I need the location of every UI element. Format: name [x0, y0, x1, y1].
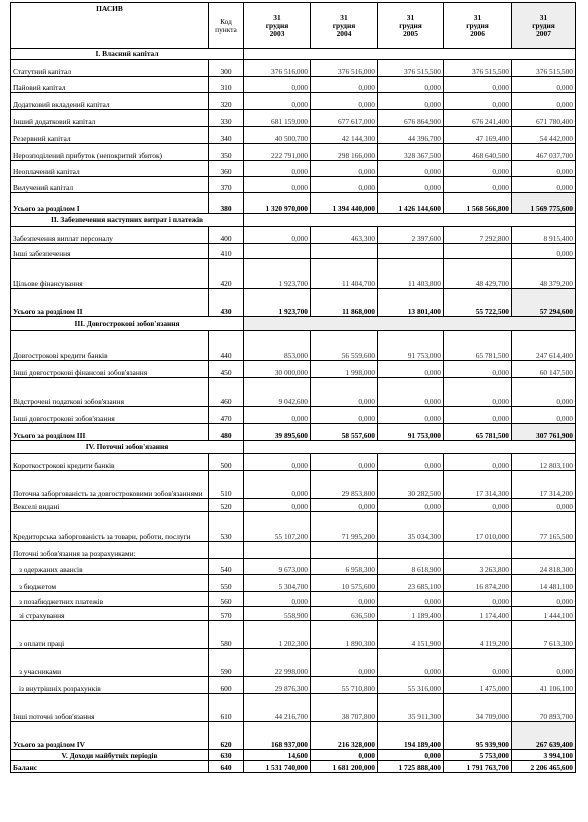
value-cell: 0,000: [311, 378, 378, 407]
value-cell: 0,000: [378, 361, 444, 378]
value-cell: 636,500: [311, 607, 378, 621]
value-cell: 376 515,500: [512, 60, 576, 77]
value-cell: 8 915,400: [512, 227, 576, 244]
value-cell: 307 761,900: [512, 424, 576, 441]
value-cell: 1 189,400: [378, 607, 444, 621]
value-cell: [444, 542, 512, 559]
section-spacer: [244, 49, 576, 60]
value-cell: 467 037,700: [512, 144, 576, 161]
value-cell: 0,000: [444, 378, 512, 407]
value-cell: 376 515,500: [444, 60, 512, 77]
value-cell: 0,000: [512, 592, 576, 607]
row-label: Неоплачений капітал: [11, 161, 209, 177]
row-code: 340: [209, 127, 244, 144]
value-cell: 14 481,100: [512, 575, 576, 592]
value-cell: 9 673,000: [244, 559, 311, 575]
row-code: 360: [209, 161, 244, 177]
table-body: [11, 49, 576, 773]
total-row: [11, 289, 576, 317]
row-code: 320: [209, 93, 244, 110]
value-cell: 328 367,500: [378, 144, 444, 161]
row-code: 570: [209, 607, 244, 621]
value-cell: 95 939,900: [444, 722, 512, 750]
total-row: [11, 761, 576, 773]
row-code: 420: [209, 259, 244, 289]
row-code: 410: [209, 244, 244, 259]
value-cell: 65 781,500: [444, 331, 512, 361]
table-row: [11, 542, 576, 559]
section-title: IV. Поточні зобов'язання: [11, 441, 244, 454]
value-cell: 35 911,300: [378, 694, 444, 722]
value-cell: 17 314,300: [444, 471, 512, 499]
value-cell: 2 397,600: [378, 227, 444, 244]
value-cell: 44 216,700: [244, 694, 311, 722]
value-cell: 24 818,300: [512, 559, 576, 575]
value-cell: 77 165,500: [512, 512, 576, 542]
value-cell: 0,000: [378, 93, 444, 110]
table-row: [11, 677, 576, 694]
row-label: Інші довгострокові зобов'язання: [11, 407, 209, 424]
value-cell: 16 874,200: [444, 575, 512, 592]
row-label: Інший додатковий капітал: [11, 110, 209, 127]
value-cell: 0,000: [378, 177, 444, 193]
value-cell: 376 516,000: [311, 60, 378, 77]
value-cell: 55 316,000: [378, 677, 444, 694]
table-row: [11, 361, 576, 378]
value-cell: 671 780,400: [512, 110, 576, 127]
value-cell: 38 707,800: [311, 694, 378, 722]
value-cell: 29 853,800: [311, 471, 378, 499]
value-cell: 0,000: [444, 361, 512, 378]
value-cell: 0,000: [378, 750, 444, 761]
value-cell: 0,000: [311, 649, 378, 677]
value-cell: 0,000: [444, 93, 512, 110]
value-cell: 0,000: [244, 77, 311, 93]
value-cell: 56 559,600: [311, 331, 378, 361]
value-cell: 247 614,400: [512, 331, 576, 361]
value-cell: 0,000: [512, 77, 576, 93]
value-cell: 0,000: [444, 499, 512, 512]
row-label: Усього за розділом ІІІ: [11, 424, 209, 441]
table-row: [11, 454, 576, 471]
value-cell: 0,000: [512, 378, 576, 407]
total-row: [11, 424, 576, 441]
value-cell: 58 557,600: [311, 424, 378, 441]
value-cell: 3 263,800: [444, 559, 512, 575]
value-cell: 0,000: [311, 454, 378, 471]
value-cell: [444, 244, 512, 259]
value-cell: 267 639,400: [512, 722, 576, 750]
row-code: 400: [209, 227, 244, 244]
value-cell: 0,000: [244, 454, 311, 471]
value-cell: 22 998,000: [244, 649, 311, 677]
value-cell: 1 444,100: [512, 607, 576, 621]
total-row: [11, 193, 576, 214]
row-label: Резервний капітал: [11, 127, 209, 144]
table-row: [11, 331, 576, 361]
value-cell: 681 159,000: [244, 110, 311, 127]
value-cell: 298 166,000: [311, 144, 378, 161]
value-cell: 0,000: [311, 499, 378, 512]
value-cell: 0,000: [378, 161, 444, 177]
value-cell: 677 617,000: [311, 110, 378, 127]
value-cell: 54 442,000: [512, 127, 576, 144]
value-cell: 4 151,900: [378, 621, 444, 649]
row-label: Баланс: [11, 761, 209, 773]
value-cell: 0,000: [244, 499, 311, 512]
value-cell: 42 144,300: [311, 127, 378, 144]
table-row: [11, 161, 576, 177]
value-cell: 11 404,700: [311, 259, 378, 289]
row-label: Векселі видані: [11, 499, 209, 512]
value-cell: 0,000: [311, 77, 378, 93]
value-cell: 1 426 144,600: [378, 193, 444, 214]
value-cell: 676 241,400: [444, 110, 512, 127]
table-row: [11, 378, 576, 407]
value-cell: 14,600: [244, 750, 311, 761]
row-label: Нерозподілений прибуток (непокритий збиток): [11, 144, 209, 161]
value-cell: 0,000: [311, 161, 378, 177]
value-cell: 57 294,600: [512, 289, 576, 317]
row-label: Усього за розділом IV: [11, 722, 209, 750]
value-cell: 0,000: [512, 244, 576, 259]
row-code: 440: [209, 331, 244, 361]
row-code: 530: [209, 512, 244, 542]
value-cell: 0,000: [444, 592, 512, 607]
header-code-line1: Код: [220, 16, 232, 26]
value-cell: 0,000: [311, 592, 378, 607]
row-code: 460: [209, 378, 244, 407]
table-row: [11, 694, 576, 722]
value-cell: 1 475,000: [444, 677, 512, 694]
value-cell: 0,000: [378, 407, 444, 424]
row-label: Поточні зобов'язання за розрахунками:: [11, 542, 209, 559]
value-cell: 23 685,100: [378, 575, 444, 592]
value-cell: 44 396,700: [378, 127, 444, 144]
value-cell: 0,000: [244, 227, 311, 244]
value-cell: 194 189,400: [378, 722, 444, 750]
row-label: Довгострокові кредити банків: [11, 331, 209, 361]
row-label: Короткострокові кредити банків: [11, 454, 209, 471]
row-code: 450: [209, 361, 244, 378]
row-label: з позабюджетних платежів: [11, 592, 209, 607]
row-label: зі страхування: [11, 607, 209, 621]
value-cell: 8 618,900: [378, 559, 444, 575]
header-row: [11, 3, 576, 49]
row-code: 470: [209, 407, 244, 424]
table-row: [11, 471, 576, 499]
row-label: Інші забезпечення: [11, 244, 209, 259]
value-cell: 0,000: [311, 177, 378, 193]
header-title: ПАСИВ: [11, 3, 209, 49]
value-cell: 0,000: [512, 499, 576, 512]
section-spacer: [244, 441, 576, 454]
value-cell: 7 292,800: [444, 227, 512, 244]
value-cell: 676 864,900: [378, 110, 444, 127]
value-cell: 9 042,600: [244, 378, 311, 407]
row-code: 630: [209, 750, 244, 761]
value-cell: 5 304,700: [244, 575, 311, 592]
row-label: V. Доходи майбутніх періодів: [11, 750, 209, 761]
value-cell: 39 895,600: [244, 424, 311, 441]
value-cell: [378, 244, 444, 259]
value-cell: 853,000: [244, 331, 311, 361]
header-year-col: 31 грудня 2005: [378, 3, 444, 49]
table-row: [11, 127, 576, 144]
total-row: [11, 750, 576, 761]
value-cell: 55 107,200: [244, 512, 311, 542]
section-spacer: [244, 214, 576, 227]
value-cell: 0,000: [378, 77, 444, 93]
value-cell: 0,000: [512, 649, 576, 677]
value-cell: 11 868,000: [311, 289, 378, 317]
table-row: [11, 227, 576, 244]
value-cell: 65 781,500: [444, 424, 512, 441]
row-code: 600: [209, 677, 244, 694]
value-cell: 1 394 440,000: [311, 193, 378, 214]
table-row: [11, 77, 576, 93]
section-spacer: [244, 317, 576, 331]
row-label: Усього за розділом ІІ: [11, 289, 209, 317]
value-cell: 10 575,600: [311, 575, 378, 592]
value-cell: 1 890,300: [311, 621, 378, 649]
row-label: Поточна заборгованість за довгостроковими зобов'язаннями: [11, 471, 209, 499]
value-cell: 70 893,700: [512, 694, 576, 722]
row-code: 620: [209, 722, 244, 750]
value-cell: 5 753,000: [444, 750, 512, 761]
header-year-col: 31 грудня 2006: [444, 3, 512, 49]
value-cell: 468 640,500: [444, 144, 512, 161]
row-code: 330: [209, 110, 244, 127]
section-header-row: [11, 317, 576, 331]
value-cell: 0,000: [378, 499, 444, 512]
section-title: ІІІ. Довгострокові зобов'язання: [11, 317, 244, 331]
value-cell: 0,000: [512, 161, 576, 177]
row-code: [209, 542, 244, 559]
value-cell: 0,000: [378, 649, 444, 677]
row-label: Додатковий вкладений капітал: [11, 93, 209, 110]
header-year-col: 31 грудня 2003: [244, 3, 311, 49]
value-cell: 0,000: [444, 161, 512, 177]
value-cell: 12 803,100: [512, 454, 576, 471]
value-cell: 11 403,800: [378, 259, 444, 289]
value-cell: [311, 244, 378, 259]
row-code: 350: [209, 144, 244, 161]
table-row: [11, 649, 576, 677]
value-cell: 91 753,000: [378, 331, 444, 361]
value-cell: 1 923,700: [244, 289, 311, 317]
value-cell: 2 206 465,600: [512, 761, 576, 773]
value-cell: 1 531 740,000: [244, 761, 311, 773]
table-row: [11, 407, 576, 424]
value-cell: 0,000: [512, 177, 576, 193]
row-label: з одержаних авансів: [11, 559, 209, 575]
value-cell: 0,000: [244, 93, 311, 110]
table-row: [11, 60, 576, 77]
row-label: Інші довгострокові фінансові зобов'язання: [11, 361, 209, 378]
value-cell: 222 791,000: [244, 144, 311, 161]
value-cell: 376 516,000: [244, 60, 311, 77]
row-code: 640: [209, 761, 244, 773]
value-cell: 1 681 200,000: [311, 761, 378, 773]
value-cell: 29 876,300: [244, 677, 311, 694]
section-header-row: [11, 214, 576, 227]
value-cell: 0,000: [311, 750, 378, 761]
value-cell: 1 174,400: [444, 607, 512, 621]
table-row: [11, 177, 576, 193]
table-row: [11, 607, 576, 621]
value-cell: [244, 542, 311, 559]
value-cell: 0,000: [512, 407, 576, 424]
table-row: [11, 559, 576, 575]
value-cell: 0,000: [378, 454, 444, 471]
value-cell: 17 314,200: [512, 471, 576, 499]
row-label: з бюджетом: [11, 575, 209, 592]
value-cell: 1 998,000: [311, 361, 378, 378]
value-cell: 0,000: [244, 177, 311, 193]
table-row: [11, 93, 576, 110]
value-cell: 0,000: [444, 454, 512, 471]
table-row: [11, 575, 576, 592]
row-code: 510: [209, 471, 244, 499]
value-cell: 0,000: [244, 592, 311, 607]
value-cell: 0,000: [444, 407, 512, 424]
value-cell: 0,000: [444, 77, 512, 93]
table-row: [11, 499, 576, 512]
value-cell: 1 320 970,000: [244, 193, 311, 214]
row-label: Вилучений капітал: [11, 177, 209, 193]
value-cell: 71 995,200: [311, 512, 378, 542]
value-cell: 6 958,300: [311, 559, 378, 575]
row-label: з учасниками: [11, 649, 209, 677]
value-cell: 1 202,300: [244, 621, 311, 649]
value-cell: 0,000: [311, 93, 378, 110]
header-code: [209, 3, 244, 49]
row-code: 310: [209, 77, 244, 93]
header-code-line2: пункта: [215, 24, 237, 34]
value-cell: 0,000: [512, 93, 576, 110]
table-row: [11, 592, 576, 607]
value-cell: 48 429,700: [444, 259, 512, 289]
table-row: [11, 259, 576, 289]
value-cell: 34 709,000: [444, 694, 512, 722]
row-label: Інші поточні зобов'язання: [11, 694, 209, 722]
value-cell: 168 937,000: [244, 722, 311, 750]
section-title: І. Власний капітал: [11, 49, 244, 60]
value-cell: 463,300: [311, 227, 378, 244]
value-cell: 1 569 775,600: [512, 193, 576, 214]
value-cell: 0,000: [378, 378, 444, 407]
row-label: Кредиторська заборгованість за товари, роботи, послуги: [11, 512, 209, 542]
value-cell: 1 791 763,700: [444, 761, 512, 773]
row-label: Усього за розділом І: [11, 193, 209, 214]
value-cell: 7 613,300: [512, 621, 576, 649]
row-label: Цільове фінансування: [11, 259, 209, 289]
value-cell: 91 753,000: [378, 424, 444, 441]
section-header-row: [11, 441, 576, 454]
value-cell: 216 328,000: [311, 722, 378, 750]
value-cell: 0,000: [444, 649, 512, 677]
row-code: 380: [209, 193, 244, 214]
row-label: Статутний капітал: [11, 60, 209, 77]
value-cell: 41 106,100: [512, 677, 576, 694]
value-cell: [512, 542, 576, 559]
row-code: 300: [209, 60, 244, 77]
value-cell: 1 725 888,400: [378, 761, 444, 773]
row-code: 590: [209, 649, 244, 677]
value-cell: [244, 244, 311, 259]
value-cell: 0,000: [444, 177, 512, 193]
value-cell: 35 034,300: [378, 512, 444, 542]
header-year-col: 31 грудня 2004: [311, 3, 378, 49]
row-code: 580: [209, 621, 244, 649]
table-row: [11, 144, 576, 161]
row-label: із внутрішніх розрахунків: [11, 677, 209, 694]
value-cell: 40 500,700: [244, 127, 311, 144]
value-cell: 0,000: [311, 407, 378, 424]
row-code: 430: [209, 289, 244, 317]
row-code: 560: [209, 592, 244, 607]
section-title: ІІ. Забезпечення наступних витрат і платежів: [11, 214, 244, 227]
row-label: Відстрочені податкові зобов'язання: [11, 378, 209, 407]
row-label: Забезпечення виплат персоналу: [11, 227, 209, 244]
balance-sheet: [10, 2, 576, 773]
value-cell: 558,900: [244, 607, 311, 621]
value-cell: 55 722,500: [444, 289, 512, 317]
value-cell: 13 801,400: [378, 289, 444, 317]
value-cell: 60 147,500: [512, 361, 576, 378]
table-row: [11, 110, 576, 127]
row-code: 480: [209, 424, 244, 441]
liabilities-table: [10, 2, 576, 773]
row-code: 540: [209, 559, 244, 575]
row-code: 520: [209, 499, 244, 512]
table-row: [11, 512, 576, 542]
row-label: Пайовий капітал: [11, 77, 209, 93]
value-cell: [311, 542, 378, 559]
header-year-col: 31 грудня 2007: [512, 3, 576, 49]
value-cell: 0,000: [244, 161, 311, 177]
table-row: [11, 621, 576, 649]
total-row: [11, 722, 576, 750]
value-cell: 3 994,100: [512, 750, 576, 761]
value-cell: 0,000: [244, 471, 311, 499]
row-code: 610: [209, 694, 244, 722]
row-code: 550: [209, 575, 244, 592]
value-cell: 55 710,800: [311, 677, 378, 694]
value-cell: 376 515,500: [378, 60, 444, 77]
value-cell: 1 568 566,800: [444, 193, 512, 214]
value-cell: 30 282,500: [378, 471, 444, 499]
row-code: 500: [209, 454, 244, 471]
section-header-row: [11, 49, 576, 60]
value-cell: 30 000,000: [244, 361, 311, 378]
value-cell: 0,000: [378, 592, 444, 607]
row-code: 370: [209, 177, 244, 193]
row-label: з оплати праці: [11, 621, 209, 649]
value-cell: 4 119,200: [444, 621, 512, 649]
value-cell: [378, 542, 444, 559]
table-row: [11, 244, 576, 259]
value-cell: 47 169,400: [444, 127, 512, 144]
value-cell: 0,000: [244, 407, 311, 424]
value-cell: 17 010,000: [444, 512, 512, 542]
value-cell: 48 379,200: [512, 259, 576, 289]
value-cell: 1 923,700: [244, 259, 311, 289]
